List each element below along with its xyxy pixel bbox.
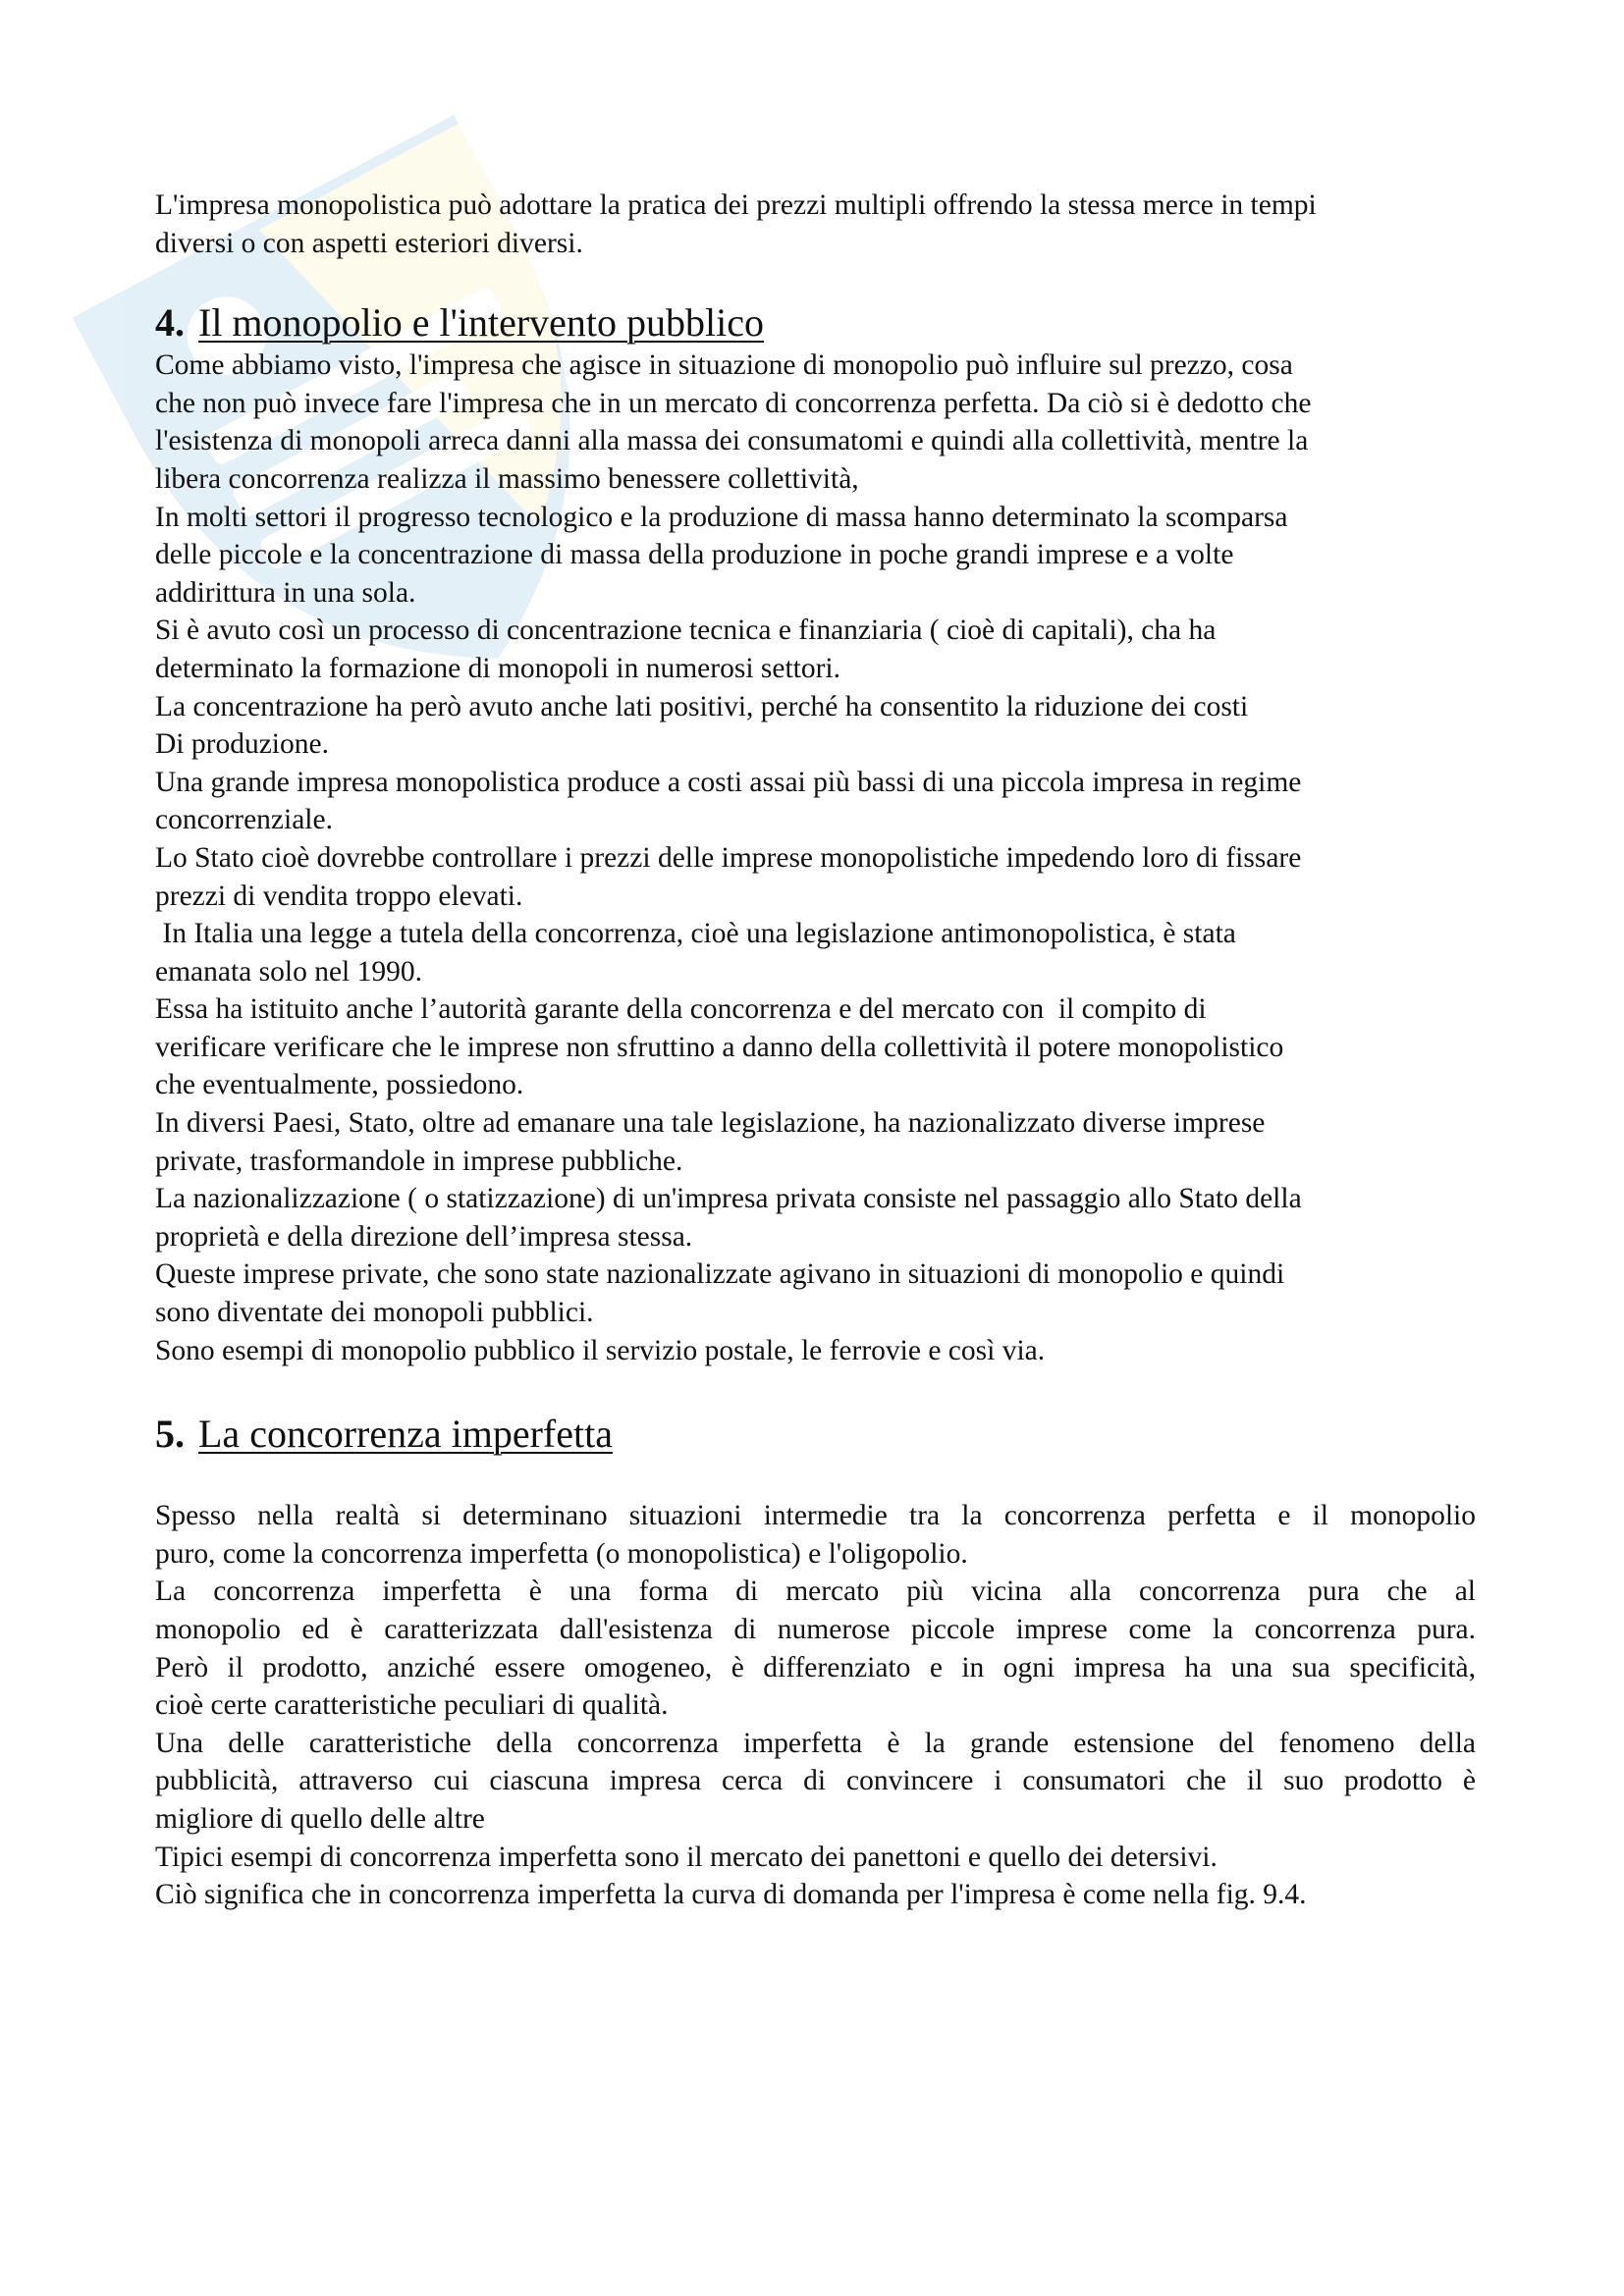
text-line: Tipici esempi di concorrenza imperfetta sono il mercato dei panettoni e quello dei detersivi. (155, 1841, 1218, 1873)
text-line: puro, come la concorrenza imperfetta (o monopolistica) e l'oligopolio. (155, 1537, 968, 1570)
text-line: Però il prodotto, anziché essere omogeneo, è differenziato e in ogni impresa ha una sua specificità, (155, 1651, 1476, 1683)
section-5-heading (155, 1411, 1476, 1458)
text-line: sono diventate dei monopoli pubblici. (155, 1297, 594, 1329)
text-line: prezzi di vendita troppo elevati. (155, 880, 523, 912)
text-line: proprietà e della direzione dell’impresa stessa. (155, 1220, 693, 1253)
text-line: Una grande impresa monopolistica produce a costi assai più bassi di una piccola impresa in regime (155, 766, 1302, 798)
text-line: verificare verificare che le imprese non sfruttino a danno della collettività il potere monopolistico (155, 1031, 1284, 1063)
document-page (155, 187, 1476, 1914)
text-line: delle piccole e la concentrazione di massa della produzione in poche grandi imprese e a volte (155, 539, 1234, 571)
text-line: Una delle caratteristiche della concorrenza imperfetta è la grande estensione del fenomeno della (155, 1727, 1476, 1759)
text-line: libera concorrenza realizza il massimo benessere collettività, (155, 462, 859, 495)
text-line: In Italia una legge a tutela della concorrenza, cioè una legislazione antimonopolistica, è stata (155, 918, 1236, 950)
text-line: In molti settori il progresso tecnologico e la produzione di massa hanno determinato la scomparsa (155, 501, 1288, 533)
text-line: concorrenziale. (155, 804, 333, 836)
text-line: Ciò significa che in concorrenza imperfetta la curva di domanda per l'impresa è come nella fig. 9.4. (155, 1879, 1307, 1911)
text-line: La concentrazione ha però avuto anche lati positivi, perché ha consentito la riduzione dei costi (155, 690, 1249, 722)
text-line: L'impresa monopolistica può adottare la pratica dei prezzi multipli offrendo la stessa merce in tempi (155, 189, 1317, 221)
text-line: Spesso nella realtà si determinano situazioni intermedie tra la concorrenza perfetta e il monopolio (155, 1500, 1476, 1532)
text-line: che non può invece fare l'impresa che in un mercato di concorrenza perfetta. Da ciò si è dedotto che (155, 387, 1312, 419)
text-line: In diversi Paesi, Stato, oltre ad emanare una tale legislazione, ha nazionalizzato diverse imprese (155, 1107, 1266, 1140)
section-4-body (155, 347, 1476, 1369)
text-line: pubblicità, attraverso cui ciascuna impresa cerca di convincere i consumatori che il suo prodotto è (155, 1765, 1476, 1797)
text-line: monopolio ed è caratterizzata dall'esistenza di numerose piccole imprese come la concorrenza pura. (155, 1614, 1476, 1645)
text-line: La nazionalizzazione ( o statizzazione) di un'impresa privata consiste nel passaggio allo Stato della (155, 1183, 1302, 1215)
text-line: emanata solo nel 1990. (155, 955, 422, 988)
text-line: private, trasformandole in imprese pubbliche. (155, 1145, 683, 1177)
section-number: 5. (155, 1412, 185, 1457)
text-line: La concorrenza imperfetta è una forma di mercato più vicina alla concorrenza pura che al (155, 1575, 1476, 1608)
text-line: che eventualmente, possiedono. (155, 1069, 524, 1101)
section-number: 4. (155, 300, 185, 346)
section-4-heading (155, 299, 1476, 347)
text-line: Lo Stato cioè dovrebbe controllare i prezzi delle imprese monopolistiche impedendo loro di fissare (155, 841, 1302, 874)
text-line: determinato la formazione di monopoli in numerosi settori. (155, 652, 841, 684)
section-title: Il monopolio e l'intervento pubblico (198, 300, 764, 346)
text-line: migliore di quello delle altre (155, 1802, 485, 1835)
text-line: Essa ha istituito anche l’autorità garante della concorrenza e del mercato con il compito di (155, 993, 1207, 1026)
section-5-body (155, 1497, 1476, 1914)
text-line: Sono esempi di monopolio pubblico il servizio postale, le ferrovie e così via. (155, 1334, 1046, 1366)
section-title: La concorrenza imperfetta (198, 1412, 613, 1457)
text-line: addirittura in una sola. (155, 576, 416, 609)
text-line: Di produzione. (155, 728, 329, 761)
text-line: l'esistenza di monopoli arreca danni alla massa dei consumatomi e quindi alla collettività, mentre la (155, 425, 1309, 457)
text-line: Queste imprese private, che sono state nazionalizzate agivano in situazioni di monopolio e quindi (155, 1258, 1285, 1291)
text-line: cioè certe caratteristiche peculiari di qualità. (155, 1689, 669, 1722)
text-line: Si è avuto così un processo di concentrazione tecnica e finanziaria ( cioè di capitali), cha ha (155, 614, 1217, 647)
text-line: Come abbiamo visto, l'impresa che agisce in situazione di monopolio può influire sul prezzo, cosa (155, 349, 1293, 382)
intro-paragraph (155, 187, 1476, 262)
text-line: diversi o con aspetti esteriori diversi. (155, 227, 583, 259)
